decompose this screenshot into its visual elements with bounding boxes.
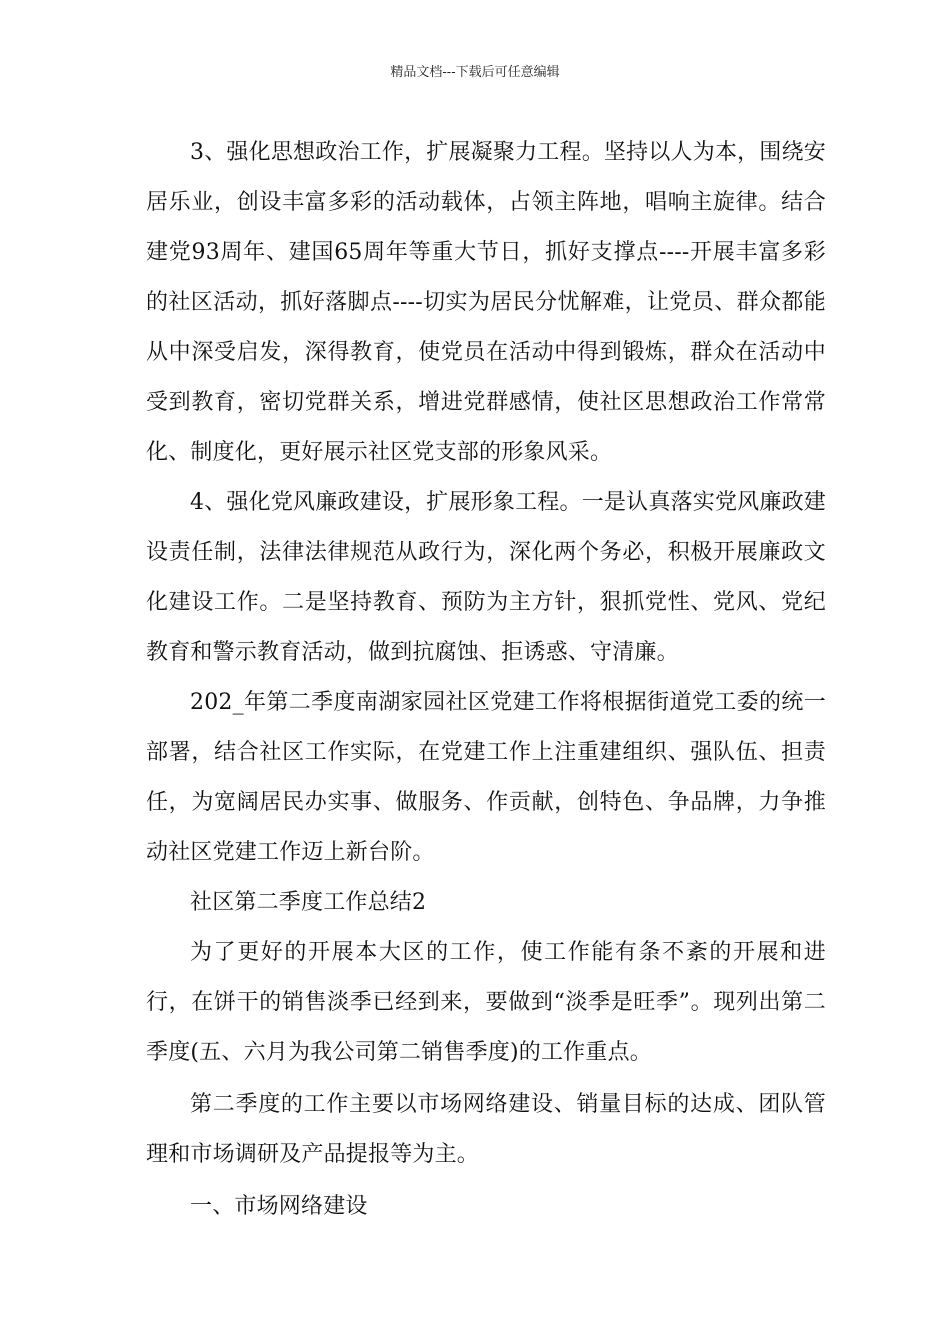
paragraph-ideology: 3、强化思想政治工作，扩展凝聚力工程。坚持以人为本，围绕安居乐业，创设丰富多彩的活动载体，占领主阵地，唱响主旋律。结合建党93周年、建国65周年等重大节日，抓好支撑点----开展丰富多彩的社区活动，抓好落脚点----切实为居民分忧解难，让党员、群众都能从中深受启发，深得教育，使党员在活动中得到锻炼，群众在活动中受到教育，密切党群关系，增进党群感情，使社区思想政治工作常常化、制度化，更好展示社区党支部的形象风采。: [146, 140, 826, 465]
paragraph-integrity: 4、强化党风廉政建设，扩展形象工程。一是认真落实党风廉政建设责任制，法律法律规范从政行为，深化两个务必，积极开展廉政文化建设工作。二是坚持教育、预防为主方针，狠抓党性、党风、党纪教育和警示教育活动，做到抗腐蚀、拒诱惑、守清廉。: [146, 490, 826, 665]
section-title: 社区第二季度工作总结2: [190, 890, 427, 915]
subheading-network: 一、市场网络建设: [190, 1194, 368, 1219]
document-body: [146, 128, 826, 1232]
paragraph-plan: 202_年第二季度南湖家园社区党建工作将根据街道党工委的统一部署，结合社区工作实际，在党建工作上注重建组织、强队伍、担责任，为宽阔居民办实事、做服务、作贡献，创特色、争品牌，力争推动社区党建工作迈上新台阶。: [146, 690, 826, 865]
paragraph-focus: 第二季度的工作主要以市场网络建设、销量目标的达成、团队管理和市场调研及产品提报等为主。: [146, 1092, 826, 1167]
paragraph-intro: 为了更好的开展本大区的工作，使工作能有条不紊的开展和进行，在饼干的销售淡季已经到来，要做到“淡季是旺季”。现列出第二季度(五、六月为我公司第二销售季度)的工作重点。: [146, 940, 826, 1065]
page-header: 精品文档---下载后可任意编辑: [390, 65, 560, 80]
